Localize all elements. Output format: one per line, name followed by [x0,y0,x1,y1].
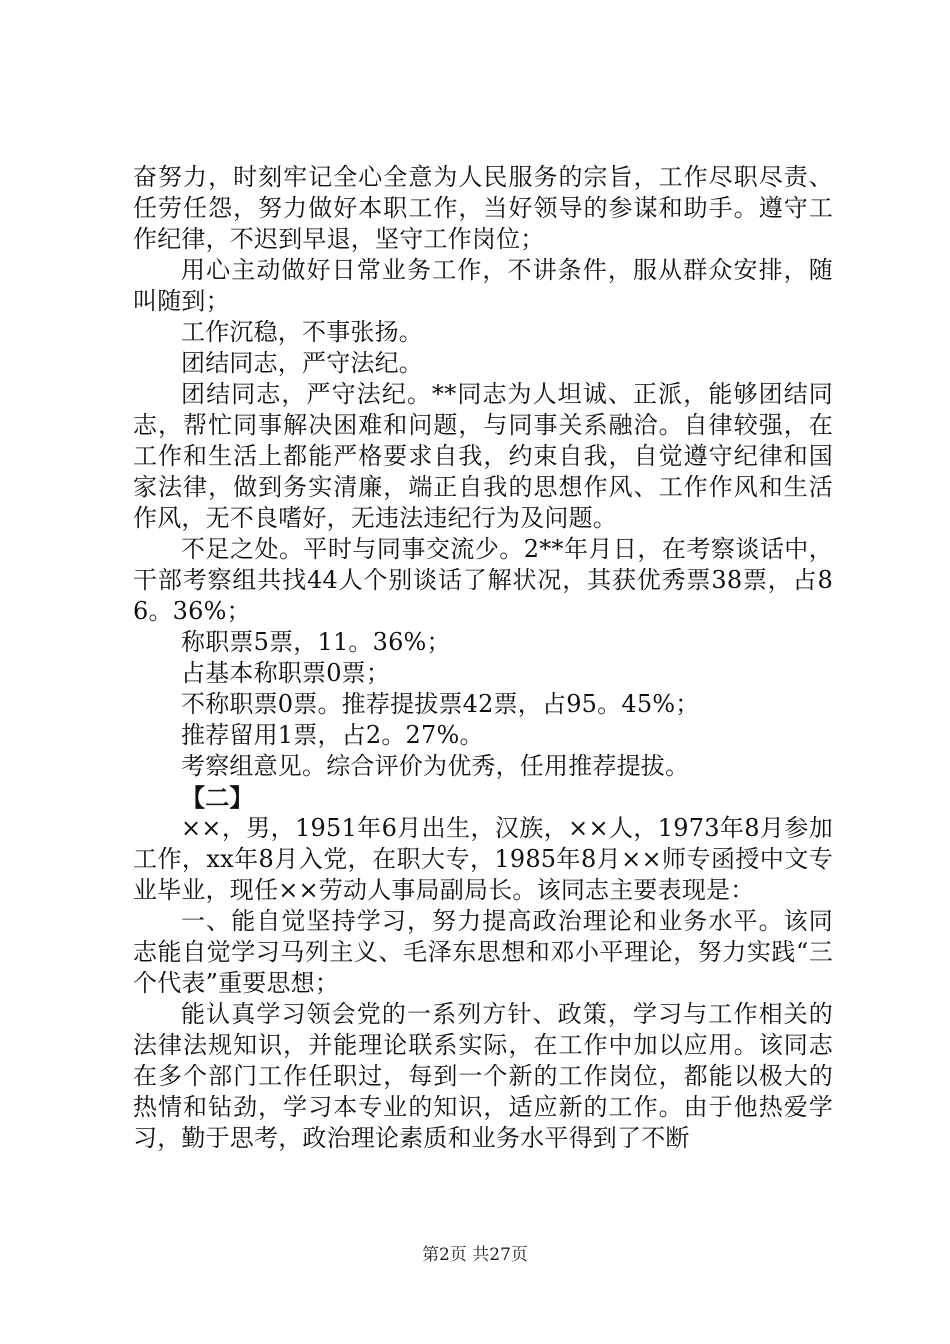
paragraph-2: 用心主动做好日常业务工作，不讲条件，服从群众安排，随叫随到； [133,256,833,315]
section-heading: 【二】 [181,783,254,812]
page-number-footer: 第2页 共27页 [422,1245,528,1265]
paragraph-5: 团结同志，严守法纪。**同志为人坦诚、正派，能够团结同志，帮忙同事解决困难和问题，与同事关系融洽。自律较强，在工作和生活上都能严格要求自我，约束自我，自觉遵守纪律和国家法律，做到务实清廉，端正自我的思想作风、工作作风和生活作风，无不良嗜好，无违法违纪行为及问题。 [133,380,833,532]
paragraph-8: 占基本称职票0票； [181,659,391,687]
paragraph-7: 称职票5票，11。36%； [181,628,451,656]
paragraph-3: 工作沉稳，不事张扬。 [181,318,423,346]
paragraph-15: 能认真学习领会党的一系列方针、政策，学习与工作相关的法律法规知识，并能理论联系实际，在工作中加以应用。该同志在多个部门工作任职过，每到一个新的工作岗位，都能以极大的热情和钻劲，学习本专业的知识，适应新的工作。由于他热爱学习，勤于思考，政治理论素质和业务水平得到了不断 [133,1000,833,1152]
paragraph-9: 不称职票0票。推荐提拔票42票，占95。45%； [181,690,700,718]
paragraph-11: 考察组意见。综合评价为优秀，任用推荐提拔。 [181,752,690,780]
paragraph-13: ××，男，1951年6月出生，汉族，××人，1973年8月参加工作，xx年8月入党，在职大专，1985年8月××师专函授中文专业毕业，现任××劳动人事局副局长。该同志主要表现是： [133,814,833,904]
document-body [133,162,833,1154]
paragraph-10: 推荐留用1票，占2。27%。 [181,721,484,749]
paragraph-6: 不足之处。平时与同事交流少。2**年月日，在考察谈话中，干部考察组共找44人个别谈话了解状况，其获优秀票38票，占86。36%； [133,535,833,625]
paragraph-4: 团结同志，严守法纪。 [181,349,423,377]
paragraph-1: 奋努力，时刻牢记全心全意为人民服务的宗旨，工作尽职尽责、任劳任怨，努力做好本职工作，当好领导的参谋和助手。遵守工作纪律，不迟到早退，坚守工作岗位； [133,163,833,253]
paragraph-14: 一、能自觉坚持学习，努力提高政治理论和业务水平。该同志能自觉学习马列主义、毛泽东思想和邓小平理论，努力实践“三个代表”重要思想； [133,907,833,997]
